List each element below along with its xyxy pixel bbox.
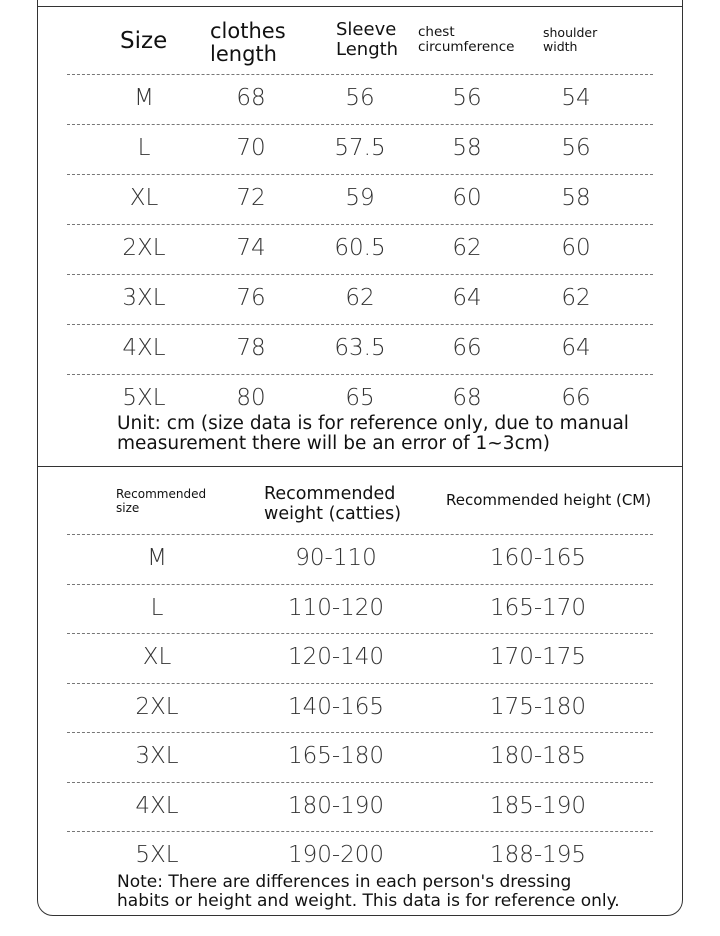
recommend-cell-size: L xyxy=(150,594,164,621)
row-divider xyxy=(67,584,653,585)
size-cell-shoulder: 54 xyxy=(561,85,591,111)
row-divider xyxy=(67,534,653,535)
row-divider xyxy=(67,732,653,733)
row-divider xyxy=(67,124,653,125)
row-divider xyxy=(67,174,653,175)
size-cell-chest: 60 xyxy=(452,185,482,211)
recommend-cell-weight: 120-140 xyxy=(287,644,385,670)
size-chart-note: Unit: cm (size data is for reference only, due to manual measurement there will be an error of 1~3cm) xyxy=(117,413,629,454)
row-divider xyxy=(67,633,653,634)
recommend-cell-size: 3XL xyxy=(135,743,179,769)
header-recommended-size: Recommended size xyxy=(116,487,207,515)
size-cell-size: 3XL xyxy=(122,285,166,311)
recommend-cell-size: M xyxy=(147,545,167,571)
recommend-cell-height: 160-165 xyxy=(489,545,587,571)
size-cell-length: 78 xyxy=(236,335,266,361)
header-recommended-weight: Recommended weight (catties) xyxy=(264,484,402,524)
size-cell-length: 72 xyxy=(236,185,266,211)
size-cell-sleeve: 56 xyxy=(345,85,375,111)
header-size: Size xyxy=(120,28,168,54)
row-divider xyxy=(67,324,653,325)
header-shoulder-width: shoulder width xyxy=(543,25,598,54)
size-cell-chest: 56 xyxy=(452,85,482,111)
recommend-cell-weight: 165-180 xyxy=(287,743,385,769)
recommend-cell-height: 170-175 xyxy=(489,644,587,670)
size-cell-size: XL xyxy=(129,185,159,211)
size-cell-length: 74 xyxy=(236,235,266,261)
recommend-cell-height: 180-185 xyxy=(489,743,587,769)
size-cell-sleeve: 59 xyxy=(345,185,375,211)
row-divider xyxy=(67,782,653,783)
recommend-cell-size: 2XL xyxy=(135,693,179,720)
row-divider xyxy=(67,683,653,684)
size-cell-length: 70 xyxy=(236,135,266,161)
recommend-cell-height: 185-190 xyxy=(489,792,587,819)
size-cell-sleeve: 63.5 xyxy=(334,335,386,361)
size-cell-size: 2XL xyxy=(122,235,166,261)
header-clothes-length: clothes length xyxy=(210,19,286,66)
row-divider xyxy=(67,374,653,375)
recommend-cell-size: 4XL xyxy=(135,792,179,819)
header-chest-circumference: chest circumference xyxy=(418,24,515,55)
size-cell-chest: 58 xyxy=(452,135,482,161)
size-cell-shoulder: 56 xyxy=(561,135,591,161)
size-cell-length: 68 xyxy=(236,85,266,111)
header-sleeve-length: Sleeve Length xyxy=(336,19,399,60)
recommend-cell-size: 5XL xyxy=(135,842,179,868)
size-cell-chest: 68 xyxy=(452,385,482,411)
row-divider xyxy=(67,74,653,75)
recommend-cell-weight: 190-200 xyxy=(287,842,385,868)
size-cell-sleeve: 60.5 xyxy=(334,235,386,261)
size-cell-chest: 66 xyxy=(452,335,482,361)
size-cell-length: 80 xyxy=(236,385,266,411)
size-cell-size: M xyxy=(134,85,154,111)
size-cell-shoulder: 58 xyxy=(561,185,591,211)
recommend-cell-weight: 90-110 xyxy=(295,545,377,571)
recommend-chart-note: Note: There are differences in each person's dressing habits or height and weight. This data is for reference only. xyxy=(117,872,620,911)
recommend-cell-weight: 110-120 xyxy=(287,594,385,621)
recommend-cell-height: 188-195 xyxy=(489,842,587,868)
size-cell-sleeve: 62 xyxy=(345,285,375,311)
size-cell-shoulder: 66 xyxy=(561,385,591,411)
row-divider xyxy=(67,274,653,275)
row-divider xyxy=(67,224,653,225)
size-cell-chest: 64 xyxy=(452,285,482,311)
recommend-cell-size: XL xyxy=(142,644,172,670)
size-cell-sleeve: 57.5 xyxy=(334,135,386,161)
size-cell-shoulder: 60 xyxy=(561,235,591,261)
recommend-cell-height: 165-170 xyxy=(489,594,587,621)
top-divider xyxy=(37,6,683,7)
section-divider xyxy=(37,466,683,467)
size-cell-size: 5XL xyxy=(122,385,166,411)
size-cell-shoulder: 62 xyxy=(561,285,591,311)
recommend-cell-height: 175-180 xyxy=(489,693,587,720)
recommend-cell-weight: 180-190 xyxy=(287,792,385,819)
header-recommended-height: Recommended height (CM) xyxy=(446,491,652,509)
row-divider xyxy=(67,831,653,832)
size-cell-shoulder: 64 xyxy=(561,335,591,361)
recommend-cell-weight: 140-165 xyxy=(287,693,385,720)
size-cell-size: 4XL xyxy=(122,335,166,361)
size-cell-chest: 62 xyxy=(452,235,482,261)
size-cell-sleeve: 65 xyxy=(345,385,375,411)
size-cell-length: 76 xyxy=(236,285,266,311)
size-cell-size: L xyxy=(137,135,151,161)
